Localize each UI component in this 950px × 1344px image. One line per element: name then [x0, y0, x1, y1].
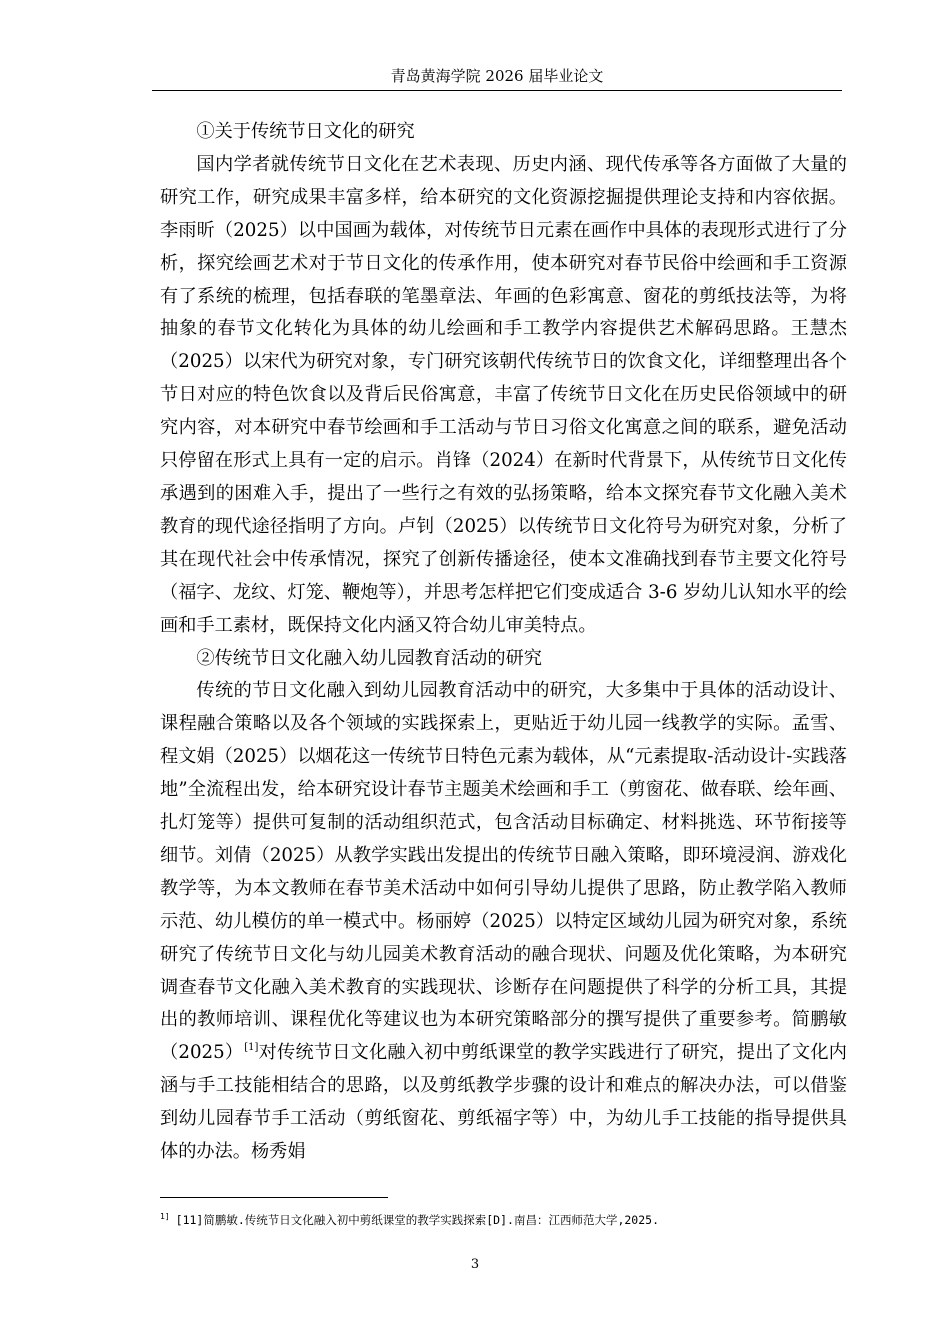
section-heading-kindergarten-integration: ②传统节日文化融入幼儿园教育活动的研究: [196, 647, 542, 669]
footnote-text: [11]简鹏敏.传统节日文化融入初中剪纸课堂的教学实践探索[D].南昌：江西师范大学,2025.: [175, 1213, 659, 1227]
footnote: [160, 1208, 847, 1229]
page-number: 3: [470, 1257, 480, 1272]
footnote-reference-marker[interactable]: [1]: [244, 1042, 259, 1054]
paragraph-text-before-citation: 传统的节日文化融入到幼儿园教育活动中的研究，大多集中于具体的活动设计、课程融合策略以及各个领域的实践探索上，更贴近于幼儿园一线教学的实际。孟雪、程文娟（2025）以烟花这一传统节日特色元素为载体，从“元素提取-活动设计-实践落地”全流程出发，给本研究设计春节主题美术绘画和手工（剪窗花、做春联、绘年画、扎灯笼等）提供可复制的活动组织范式，包含活动目标确定、材料挑选、环节衔接等细节。刘倩（2025）从教学实践出发提出的传统节日融入策略，即环境浸润、游戏化教学等，为本文教师在春节美术活动中如何引导幼儿提供了思路，防止教学陷入教师示范、幼儿模仿的单一模式中。杨丽婷（2025）以特定区域幼儿园为研究对象，系统研究了传统节日文化与幼儿园美术教育活动的融合现状、问题及优化策略，为本研究调查春节文化融入美术教育的实践现状、诊断存在问题提供了科学的分析工具，其提出的教师培训、课程优化等建议也为本研究策略部分的撰写提供了重要参考。简鹏敏（2025）: [160, 680, 847, 1064]
section-heading-traditional-festival-culture: ①关于传统节日文化的研究: [196, 121, 415, 142]
body-text: [160, 116, 847, 1169]
paragraph-text-after-citation: 对传统节日文化融入初中剪纸课堂的教学实践进行了研究，提出了文化内涵与手工技能相结合的思路，以及剪纸教学步骤的设计和难点的解决办法，可以借鉴到幼儿园春节手工活动（剪纸窗花、剪纸福字等）中，为幼儿手工技能的指导提供具体的办法。杨秀娟: [160, 1042, 847, 1163]
footnote-mark: 1]: [160, 1212, 170, 1221]
running-header: 青岛黄海学院 2026 届毕业论文: [390, 67, 604, 85]
header-rule: [152, 90, 842, 91]
footnote-separator: [160, 1197, 388, 1198]
paragraph-festival-culture-research: 国内学者就传统节日文化在艺术表现、历史内涵、现代传承等各方面做了大量的研究工作，研究成果丰富多样，给本研究的文化资源挖掘提供理论支持和内容依据。李雨昕（2025）以中国画为载体，对传统节日元素在画作中具体的表现形式进行了分析，探究绘画艺术对于节日文化的传承作用，使本研究对春节民俗中绘画和手工资源有了系统的梳理，包括春联的笔墨章法、年画的色彩寓意、窗花的剪纸技法等，为将抽象的春节文化转化为具体的幼儿绘画和手工教学内容提供艺术解码思路。王慧杰（2025）以宋代为研究对象，专门研究该朝代传统节日的饮食文化，详细整理出各个节日对应的特色饮食以及背后民俗寓意，丰富了传统节日文化在历史民俗领域中的研究内容，对本研究中春节绘画和手工活动与节日习俗文化寓意之间的联系，避免活动只停留在形式上具有一定的启示。肖锋（2024）在新时代背景下，从传统节日文化传承遇到的困难入手，提出了一些行之有效的弘扬策略，给本文探究春节文化融入美术教育的现代途径指明了方向。卢钊（2025）以传统节日文化符号为研究对象，分析了其在现代社会中传承情况，探究了创新传播途径，使本文准确找到春节主要文化符号（福字、龙纹、灯笼、鞭炮等），并思考怎样把它们变成适合 3-6 岁幼儿认知水平的绘画和手工素材，既保持文化内涵又符合幼儿审美特点。: [160, 153, 847, 636]
paragraph-kindergarten-integration: [160, 675, 847, 1169]
